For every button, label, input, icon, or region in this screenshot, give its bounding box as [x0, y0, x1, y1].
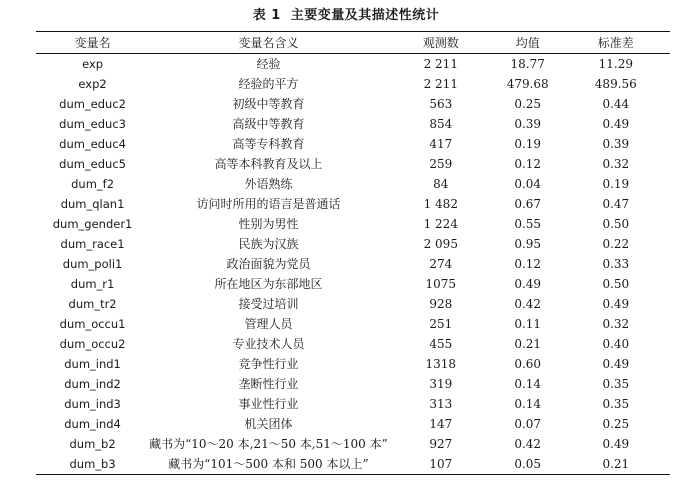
cell-variable-name: dum_ind4	[64, 417, 121, 431]
cell-variable-meaning: 事业性行业	[238, 397, 299, 411]
cell-variable-name: dum_educ5	[59, 157, 126, 171]
cell-mean: 0.05	[514, 457, 542, 471]
cell-std-dev: 0.50	[602, 217, 630, 231]
cell-std-dev: 0.50	[602, 277, 630, 291]
table-row	[36, 134, 670, 154]
cell-variable-name: exp	[82, 57, 104, 71]
cell-std-dev: 0.49	[602, 117, 630, 131]
cell-std-dev: 0.44	[602, 97, 630, 111]
cell-mean: 0.14	[514, 377, 542, 391]
cell-observations: 1 224	[423, 217, 458, 231]
cell-mean: 0.39	[514, 117, 542, 131]
cell-mean: 0.07	[514, 417, 542, 431]
table-row	[36, 454, 670, 475]
table-row	[36, 414, 670, 434]
cell-variable-meaning: 垄断性行业	[238, 377, 299, 391]
cell-std-dev: 0.32	[602, 157, 630, 171]
cell-std-dev: 0.35	[602, 377, 630, 391]
cell-variable-name: dum_ind3	[64, 397, 121, 411]
cell-variable-name: dum_educ2	[59, 97, 126, 111]
cell-std-dev: 0.25	[602, 417, 630, 431]
cell-variable-meaning: 藏书为“10～20 本,21～50 本,51～100 本”	[149, 437, 388, 451]
cell-std-dev: 0.39	[602, 137, 630, 151]
cell-observations: 274	[429, 257, 453, 271]
cell-variable-meaning: 高等本科教育及以上	[214, 157, 323, 171]
cell-mean: 0.19	[514, 137, 542, 151]
cell-observations: 928	[429, 297, 453, 311]
cell-variable-name: exp2	[78, 77, 107, 91]
cell-variable-meaning: 初级中等教育	[232, 97, 305, 111]
cell-observations: 455	[429, 337, 453, 351]
cell-variable-name: dum_occu1	[59, 317, 126, 331]
cell-mean: 0.67	[514, 197, 542, 211]
cell-std-dev: 0.40	[602, 337, 630, 351]
table-row	[36, 234, 670, 254]
cell-std-dev: 0.32	[602, 317, 630, 331]
table-row	[36, 74, 670, 94]
cell-mean: 0.42	[514, 297, 542, 311]
cell-std-dev: 0.33	[602, 257, 630, 271]
cell-mean: 18.77	[510, 57, 545, 71]
cell-mean: 0.42	[514, 437, 542, 451]
table-row	[36, 154, 670, 174]
cell-observations: 417	[429, 137, 453, 151]
cell-mean: 0.14	[514, 397, 542, 411]
table-header	[36, 32, 670, 54]
cell-variable-meaning: 竞争性行业	[238, 357, 299, 371]
cell-variable-name: dum_occu2	[59, 337, 126, 351]
header-row	[36, 32, 670, 54]
table-title: 主要变量及其描述性统计	[290, 8, 440, 23]
cell-observations: 2 211	[423, 57, 458, 71]
cell-variable-name: dum_ind1	[64, 357, 121, 371]
table-row	[36, 394, 670, 414]
cell-variable-meaning: 性别为男性	[238, 217, 299, 231]
table-row	[36, 374, 670, 394]
table-row	[36, 94, 670, 114]
cell-mean: 0.49	[514, 277, 542, 291]
table-row	[36, 214, 670, 234]
cell-variable-meaning: 机关团体	[244, 417, 293, 431]
cell-std-dev: 0.47	[602, 197, 630, 211]
table-row	[36, 174, 670, 194]
cell-std-dev: 0.22	[602, 237, 630, 251]
cell-observations: 2 095	[423, 237, 458, 251]
cell-observations: 927	[429, 437, 453, 451]
cell-std-dev: 0.21	[602, 457, 630, 471]
cell-mean: 0.12	[514, 257, 542, 271]
cell-observations: 147	[429, 417, 453, 431]
cell-observations: 313	[429, 397, 453, 411]
table-number: 表 1	[252, 8, 281, 23]
table-row	[36, 314, 670, 334]
cell-std-dev: 489.56	[594, 77, 637, 91]
cell-mean: 0.04	[514, 177, 542, 191]
cell-std-dev: 0.49	[602, 437, 630, 451]
cell-observations: 1075	[425, 277, 457, 291]
table-row	[36, 354, 670, 374]
cell-observations: 259	[429, 157, 453, 171]
header-variable-meaning: 变量名含义	[238, 35, 299, 50]
cell-mean: 479.68	[506, 77, 549, 91]
cell-mean: 0.12	[514, 157, 542, 171]
cell-observations: 2 211	[423, 77, 458, 91]
cell-std-dev: 0.49	[602, 297, 630, 311]
cell-observations: 319	[429, 377, 453, 391]
table-row	[36, 294, 670, 314]
cell-variable-name: dum_gender1	[52, 217, 133, 231]
cell-observations: 1318	[425, 357, 457, 371]
cell-variable-name: dum_qlan1	[60, 197, 125, 211]
cell-variable-meaning: 高等专科教育	[232, 137, 305, 151]
cell-variable-meaning: 所在地区为东部地区	[214, 277, 323, 291]
header-variable-name: 变量名	[74, 35, 111, 50]
cell-mean: 0.60	[514, 357, 542, 371]
statistics-table	[36, 31, 670, 475]
cell-observations: 84	[433, 177, 449, 191]
cell-variable-meaning: 管理人员	[244, 317, 293, 331]
cell-observations: 107	[429, 457, 453, 471]
table-row	[36, 194, 670, 214]
cell-variable-meaning: 专业技术人员	[232, 337, 305, 351]
cell-variable-name: dum_poli1	[62, 257, 123, 271]
table-row	[36, 254, 670, 274]
cell-mean: 0.11	[514, 317, 542, 331]
cell-mean: 0.25	[514, 97, 542, 111]
cell-variable-name: dum_tr2	[68, 297, 117, 311]
cell-std-dev: 0.49	[602, 357, 630, 371]
cell-variable-name: dum_b2	[69, 437, 116, 451]
cell-mean: 0.55	[514, 217, 542, 231]
cell-variable-meaning: 接受过培训	[238, 297, 299, 311]
table-row	[36, 434, 670, 454]
header-mean: 均值	[515, 35, 540, 50]
cell-variable-name: dum_educ4	[59, 137, 126, 151]
table-row	[36, 114, 670, 134]
cell-variable-meaning: 高级中等教育	[232, 117, 305, 131]
cell-observations: 563	[429, 97, 453, 111]
header-observations: 观测数	[422, 35, 459, 50]
cell-mean: 0.21	[514, 337, 542, 351]
cell-std-dev: 0.19	[602, 177, 630, 191]
cell-variable-name: dum_ind2	[64, 377, 121, 391]
cell-variable-meaning: 藏书为“101～500 本和 500 本以上”	[168, 457, 369, 471]
cell-variable-name: dum_b3	[69, 457, 116, 471]
cell-std-dev: 11.29	[598, 57, 633, 71]
cell-variable-meaning: 经验	[256, 57, 281, 71]
cell-variable-name: dum_f2	[71, 177, 115, 191]
cell-variable-meaning: 经验的平方	[238, 77, 299, 91]
table-row	[36, 334, 670, 354]
cell-observations: 251	[429, 317, 453, 331]
table-row	[36, 274, 670, 294]
cell-mean: 0.95	[514, 237, 542, 251]
cell-std-dev: 0.35	[602, 397, 630, 411]
cell-variable-meaning: 民族为汉族	[238, 237, 299, 251]
table-body	[36, 54, 670, 475]
cell-variable-meaning: 政治面貌为党员	[226, 257, 311, 271]
cell-variable-name: dum_educ3	[59, 117, 126, 131]
cell-variable-name: dum_r1	[70, 277, 115, 291]
table-caption	[0, 5, 692, 27]
cell-observations: 854	[429, 117, 453, 131]
header-std-dev: 标准差	[597, 35, 634, 50]
cell-variable-name: dum_race1	[60, 237, 125, 251]
cell-observations: 1 482	[423, 197, 458, 211]
cell-variable-meaning: 外语熟练	[244, 177, 293, 191]
table-row	[36, 54, 670, 75]
cell-variable-meaning: 访问时所用的语言是普通话	[196, 197, 341, 211]
